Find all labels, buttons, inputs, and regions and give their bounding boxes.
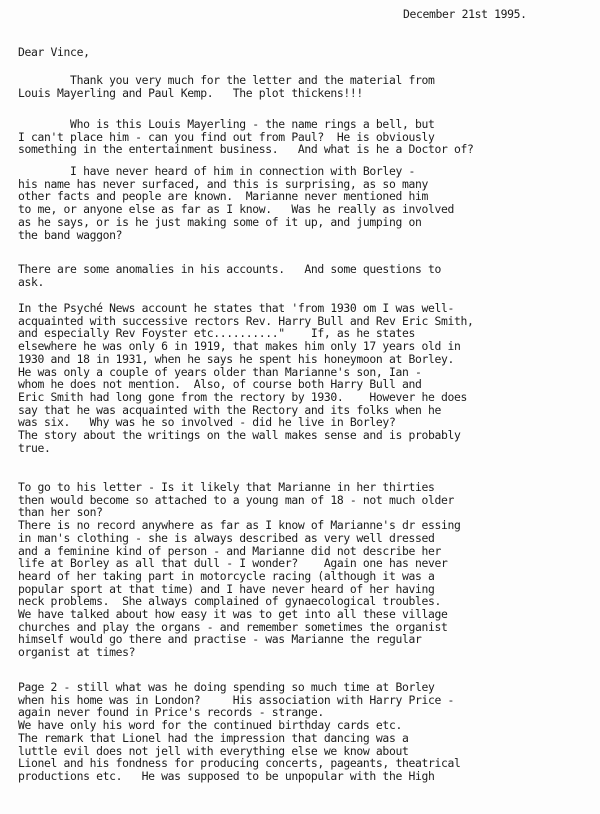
letter-line: in man's clothing - she is always described as very well dressed — [18, 530, 435, 545]
letter-line: elsewhere he was only 6 in 1919, that makes him only 17 years old in — [18, 339, 461, 354]
letter-line: Eric Smith had long gone from the rectory by 1930. However he does — [18, 389, 468, 404]
letter-line: ask. — [18, 274, 45, 289]
letter-line: neck problems. She always complained of gynaecological troubles. — [18, 594, 442, 609]
letter-line: whom he does not mention. Also, of course both Harry Bull and — [18, 377, 422, 392]
letter-line: Who is this Louis Mayerling - the name rings a bell, but — [18, 117, 435, 131]
letter-line: and especially Rev Foyster etc.........." If, as he states — [18, 326, 415, 341]
letter-line: We have talked about how easy it was to get into all these village — [18, 607, 448, 621]
letter-date: December 21st 1995. — [403, 7, 527, 21]
letter-line: 1930 and 18 in 1931, when he says he spent his honeymoon at Borley. — [18, 351, 455, 366]
letter-line: again never found in Price's records - strange. — [18, 705, 324, 720]
letter-line: Louis Mayerling and Paul Kemp. The plot thickens!!! — [18, 85, 363, 100]
letter-line: I have never heard of him in connection with Borley - — [18, 164, 415, 178]
letter-line: than her son? — [18, 505, 103, 520]
letter-line: the band waggon? — [18, 227, 123, 242]
letter-line: his name has never surfaced, and this is surprising, as so many — [18, 176, 428, 191]
letter-line: There is no record anywhere as far as I know of Marianne's dr essing — [18, 518, 461, 533]
letter-line: Page 2 - still what was he doing spending so much time at Borley — [18, 680, 435, 694]
letter-line: life at Borley as all that dull - I wonder? Again one has never — [18, 556, 448, 571]
letter-line: The remark that Lionel had the impression that dancing was a — [18, 730, 409, 745]
letter-line: other facts and people are known. Marianne never mentioned him — [18, 189, 428, 204]
letter-line: luttle evil does not jell with everything else we know about — [18, 743, 409, 758]
letter-line: Thank you very much for the letter and the material from — [18, 73, 435, 87]
letter-line: churches and play the organs - and remember sometimes the organist — [18, 619, 448, 634]
letter-line: say that he was acquainted with the Rectory and its folks when he — [18, 402, 442, 417]
letter-line: to me, or anyone else as far as I know. Was he really as involved — [18, 202, 455, 217]
letter-salutation: Dear Vince, — [18, 45, 90, 59]
letter-line: was six. Why was he so involved - did he live in Borley? — [18, 415, 396, 430]
letter-line: then would become so attached to a young man of 18 - not much older — [18, 492, 455, 507]
letter-line: There are some anomalies in his accounts. And some questions to — [18, 262, 442, 276]
letter-line: true. — [18, 440, 51, 455]
letter-line: as he says, or is he just making some of it up, and jumping on — [18, 214, 422, 229]
letter-line: In the Psyché News account he states that 'from 1930 om I was well- — [18, 301, 455, 315]
letter-line: organist at times? — [18, 645, 136, 660]
letter-line: The story about the writings on the wall makes sense and is probably — [18, 428, 461, 442]
letter-line: when his home was in London? His association with Harry Price - — [18, 692, 455, 707]
letter-line: productions etc. He was supposed to be unpopular with the High — [18, 768, 435, 783]
letter-line: To go to his letter - Is it likely that Marianne in her thirties — [18, 480, 435, 494]
letter-line: We have only his word for the continued birthday cards etc. — [18, 718, 402, 733]
letter-line: Lionel and his fondness for producing concerts, pageants, theatrical — [18, 756, 461, 771]
letter-line: acquainted with successive rectors Rev. Harry Bull and Rev Eric Smith, — [18, 313, 474, 328]
letter-line: popular sport at that time) and I have never heard of her having — [18, 581, 435, 596]
letter-line: heard of her taking part in motorcycle racing (although it was a — [18, 568, 435, 583]
letter-line: and a feminine kind of person - and Marianne did not describe her — [18, 543, 442, 558]
letter-line: I can't place him - can you find out from Paul? He is obviously — [18, 129, 435, 144]
letter-line: He was only a couple of years older than Marianne's son, Ian - — [18, 364, 422, 379]
letter-line: something in the entertainment business. And what is he a Doctor of? — [18, 142, 474, 157]
letter-line: himself would go there and practise - was Marianne the regular — [18, 632, 422, 647]
